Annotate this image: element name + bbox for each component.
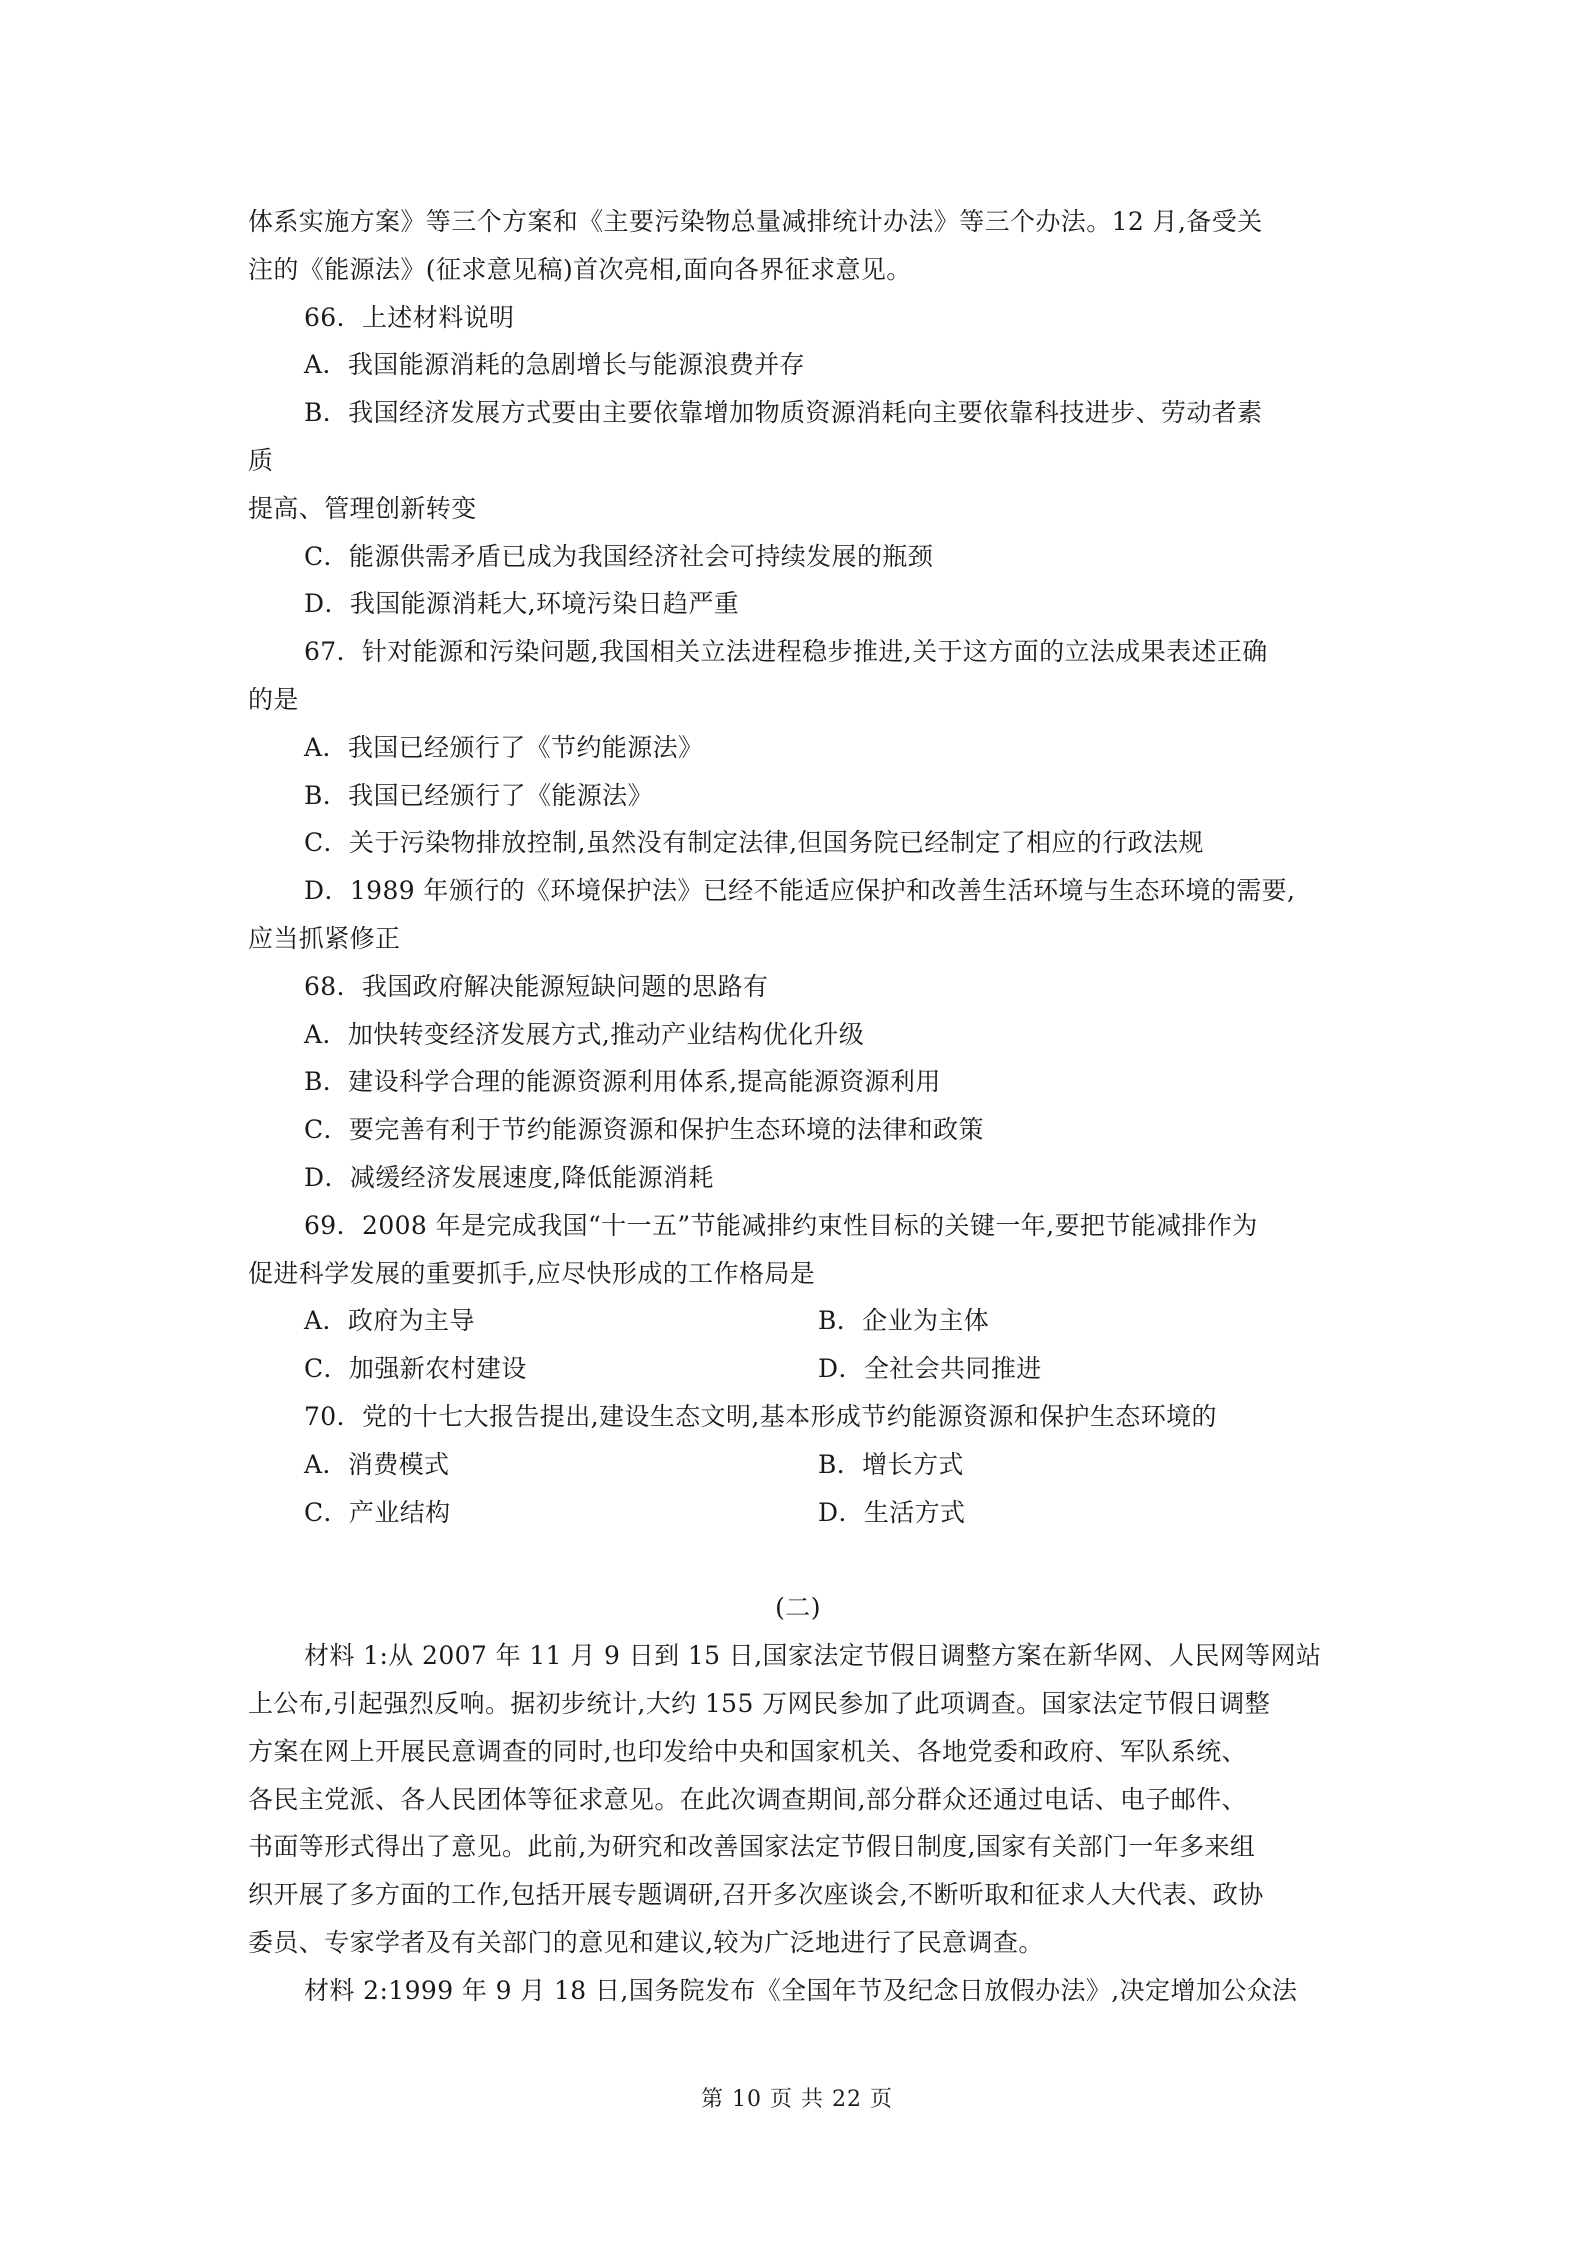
material-1-line: 委员、专家学者及有关部门的意见和建议,较为广泛地进行了民意调查。: [248, 1927, 1044, 1957]
question-68-option-c: C．要完善有利于节约能源资源和保护生态环境的法律和政策: [304, 1115, 984, 1145]
page-content: [248, 198, 1348, 2014]
question-69-cont: 促进科学发展的重要抓手,应尽快形成的工作格局是: [248, 1258, 816, 1288]
material-1-line: 各民主党派、各人民团体等征求意见。在此次调查期间,部分群众还通过电话、电子邮件、: [248, 1784, 1247, 1814]
question-67-option-d-cont: 应当抓紧修正: [248, 923, 401, 953]
section-spacer: [248, 1536, 1348, 1584]
question-70-option-d: D．生活方式: [818, 1497, 966, 1527]
question-69-option-d: D．全社会共同推进: [818, 1354, 1042, 1384]
material-text-line: 注的《能源法》(征求意见稿)首次亮相,面向各界征求意见。: [248, 254, 912, 284]
material-1-line: 书面等形式得出了意见。此前,为研究和改善国家法定节假日制度,国家有关部门一年多来组: [248, 1832, 1256, 1862]
material-1-line: 织开展了多方面的工作,包括开展专题调研,召开多次座谈会,不断听取和征求人大代表、政协: [248, 1880, 1264, 1910]
question-69-option-c: C．加强新农村建设: [304, 1354, 527, 1384]
question-70-options-row: [248, 1489, 1348, 1537]
question-66-option-b-cont: 提高、管理创新转变: [248, 493, 477, 523]
question-70-option-c: C．产业结构: [304, 1497, 451, 1527]
question-69-options-row: [248, 1297, 1348, 1345]
material-2-line: 材料 2:1999 年 9 月 18 日,国务院发布《全国年节及纪念日放假办法》,决定增加公众法: [304, 1975, 1298, 2005]
material-1-line: 方案在网上开展民意调查的同时,也印发给中央和国家机关、各地党委和政府、军队系统、: [248, 1736, 1247, 1766]
page-number-footer: 第 10 页 共 22 页: [701, 2087, 893, 2112]
question-67-option-a: A．我国已经颁行了《节约能源法》: [304, 732, 704, 762]
question-66-option-d: D．我国能源消耗大,环境污染日趋严重: [304, 589, 740, 619]
question-67: 67．针对能源和污染问题,我国相关立法进程稳步推进,关于这方面的立法成果表述正确: [304, 637, 1268, 667]
question-66-option-c: C．能源供需矛盾已成为我国经济社会可持续发展的瓶颈: [304, 541, 934, 571]
question-68-option-d: D．减缓经济发展速度,降低能源消耗: [304, 1162, 714, 1192]
question-66-option-b-cont: 质: [248, 445, 274, 475]
question-69-options-row: [248, 1345, 1348, 1393]
section-heading: (二): [775, 1593, 821, 1623]
question-66: 66．上述材料说明: [304, 302, 515, 332]
question-67-option-b: B．我国已经颁行了《能源法》: [304, 780, 653, 810]
question-70-options-row: [248, 1441, 1348, 1489]
question-68-option-b: B．建设科学合理的能源资源利用体系,提高能源资源利用: [304, 1067, 941, 1097]
question-66-option-b: B．我国经济发展方式要由主要依靠增加物质资源消耗向主要依靠科技进步、劳动者素: [304, 398, 1263, 428]
material-text-line: 体系实施方案》等三个方案和《主要污染物总量减排统计办法》等三个办法。12 月,备受关: [248, 207, 1263, 236]
question-67-option-c: C．关于污染物排放控制,虽然没有制定法律,但国务院已经制定了相应的行政法规: [304, 828, 1204, 858]
material-1-line: 上公布,引起强烈反响。据初步统计,大约 155 万网民参加了此项调查。国家法定节假日调整: [248, 1688, 1271, 1718]
question-69: 69．2008 年是完成我国“十一五”节能减排约束性目标的关键一年,要把节能减排作为: [304, 1210, 1258, 1240]
question-69-option-b: B．企业为主体: [818, 1306, 990, 1336]
question-68: 68．我国政府解决能源短缺问题的思路有: [304, 971, 769, 1001]
material-1-line: 材料 1:从 2007 年 11 月 9 日到 15 日,国家法定节假日调整方案在新华网、人民网等网站: [304, 1641, 1322, 1671]
question-66-option-a: A．我国能源消耗的急剧增长与能源浪费并存: [304, 350, 806, 380]
question-67-option-d: D．1989 年颁行的《环境保护法》已经不能适应保护和改善生活环境与生态环境的需要,: [304, 876, 1296, 906]
question-70: 70．党的十七大报告提出,建设生态文明,基本形成节约能源资源和保护生态环境的: [304, 1401, 1217, 1431]
question-67-cont: 的是: [248, 684, 299, 714]
question-70-option-a: A．消费模式: [304, 1449, 450, 1479]
question-68-option-a: A．加快转变经济发展方式,推动产业结构优化升级: [304, 1019, 865, 1049]
question-70-option-b: B．增长方式: [818, 1449, 964, 1479]
question-69-option-a: A．政府为主导: [304, 1306, 475, 1336]
